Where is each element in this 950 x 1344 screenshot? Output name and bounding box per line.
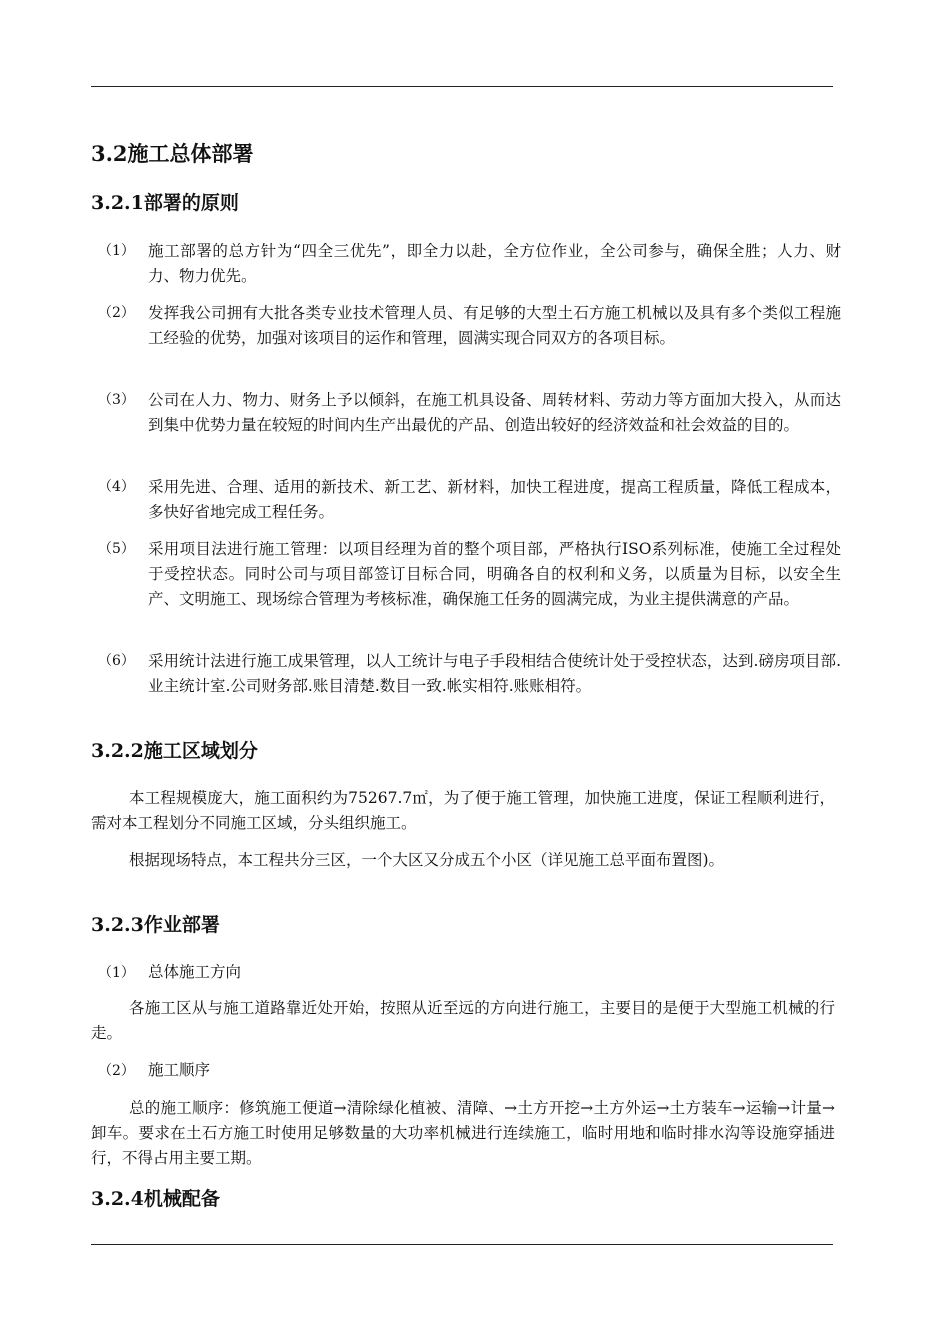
list-item — [91, 388, 841, 438]
list-item — [91, 537, 841, 612]
sub-heading-number: （1） — [98, 965, 135, 981]
sub-heading-label: 施工顺序 — [148, 1061, 211, 1079]
list-item — [91, 239, 841, 289]
subsection-title-322: 3.2.2施工区域划分 — [91, 740, 258, 762]
list-item — [91, 301, 841, 351]
list-item-number: （4） — [98, 479, 135, 495]
sub-heading — [91, 960, 241, 986]
list-item-number: （2） — [98, 305, 135, 321]
list-item-number: （3） — [98, 392, 135, 408]
paragraph: 总的施工顺序：修筑施工便道→清除绿化植被、清障、→土方开挖→土方外运→土方装车→运输→计量→卸车。要求在土石方施工时使用足够数量的大功率机械进行连续施工，临时用地和临时排水沟等设施穿插进行，不得占用主要工期。 — [91, 1099, 835, 1167]
list-item-text: 施工部署的总方针为“四全三优先”，即全力以赴，全方位作业，全公司参与，确保全胜；人力、财力、物力优先。 — [148, 242, 841, 285]
sub-heading-label: 总体施工方向 — [148, 963, 242, 981]
list-item-text: 采用先进、合理、适用的新技术、新工艺、新材料，加快工程进度，提高工程质量，降低工程成本，多快好省地完成工程任务。 — [148, 478, 841, 521]
sub-heading-number: （2） — [98, 1063, 135, 1079]
list-item-number: （5） — [98, 541, 135, 557]
subsection-title-321: 3.2.1部署的原则 — [91, 192, 239, 214]
header-rule — [91, 86, 833, 87]
paragraph: 本工程规模庞大，施工面积约为75267.7㎡，为了便于施工管理，加快施工进度，保证工程顺利进行，需对本工程划分不同施工区域，分头组织施工。 — [91, 789, 835, 832]
section-title: 3.2施工总体部署 — [91, 141, 254, 166]
subsection-title-324: 3.2.4机械配备 — [91, 1188, 220, 1210]
list-item — [91, 475, 841, 525]
paragraph: 根据现场特点，本工程共分三区，一个大区又分成五个小区（详见施工总平面布置图)。 — [129, 851, 725, 869]
list-item-text: 采用项目法进行施工管理：以项目经理为首的整个项目部，严格执行ISO系列标准，使施工全过程处于受控状态。同时公司与项目部签订目标合同，明确各自的权利和义务，以质量为目标，以安全生产、文明施工、现场综合管理为考核标准，确保施工任务的圆满完成，为业主提供满意的产品。 — [148, 540, 841, 608]
list-item — [91, 649, 841, 699]
list-item-number: （1） — [98, 243, 135, 259]
list-item-text: 采用统计法进行施工成果管理，以人工统计与电子手段相结合使统计处于受控状态，达到.磅房项目部.业主统计室.公司财务部.账目清楚.数目一致.帐实相符.账账相符。 — [148, 652, 841, 695]
paragraph: 各施工区从与施工道路靠近处开始，按照从近至远的方向进行施工，主要目的是便于大型施工机械的行走。 — [91, 999, 835, 1042]
sub-heading — [91, 1058, 210, 1084]
footer-rule — [91, 1244, 833, 1245]
list-item-text: 公司在人力、物力、财务上予以倾斜，在施工机具设备、周转材料、劳动力等方面加大投入，从而达到集中优势力量在较短的时间内生产出最优的产品、创造出较好的经济效益和社会效益的目的。 — [148, 391, 841, 434]
subsection-title-323: 3.2.3作业部署 — [91, 914, 220, 936]
list-item-text: 发挥我公司拥有大批各类专业技术管理人员、有足够的大型土石方施工机械以及具有多个类似工程施工经验的优势，加强对该项目的运作和管理，圆满实现合同双方的各项目标。 — [148, 304, 841, 347]
list-item-number: （6） — [98, 653, 135, 669]
